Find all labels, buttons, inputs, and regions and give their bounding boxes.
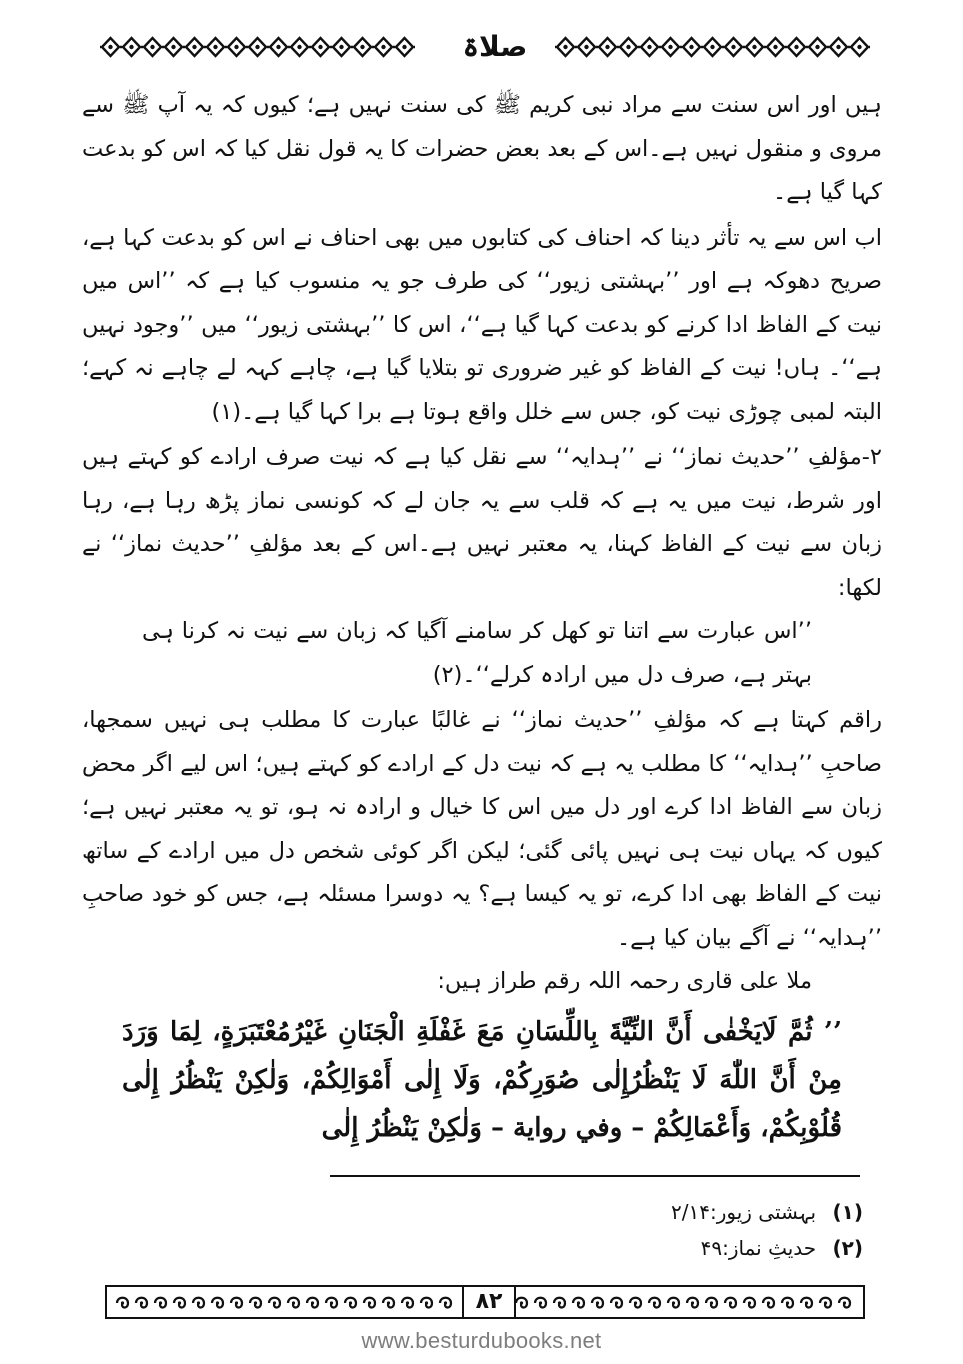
- footnote-divider: [330, 1175, 860, 1177]
- footnote-number: (۱): [832, 1200, 863, 1224]
- footer-ornament-left: [113, 1291, 455, 1315]
- page-body: [82, 84, 882, 1152]
- running-header: [100, 26, 870, 70]
- ornament-border-icon: [113, 1291, 455, 1315]
- footnote-1: [363, 1194, 863, 1230]
- ornament-border-icon: [555, 32, 870, 62]
- chapter-title: صلاۃ: [462, 30, 528, 63]
- footnote-text: حدیثِ نماز:۴۹: [700, 1236, 817, 1260]
- paragraph-4: راقم کہتا ہے کہ مؤلفِ ’’حدیث نماز‘‘ نے غالبًا عبارت کا مطلب ہی نہیں سمجھا، صاحبِ ’’ہدایہ‘‘ کا مطلب یہ ہے کہ نیت دل کے ارادے کو کہتے ہیں؛ اس لیے اگر محض زبان سے الفاظ ادا کرے اور دل میں اس کا خیال و ارادہ نہ ہو، تو یہ معتبر نہیں ہے؛ کیوں کہ یہاں نیت ہی نہیں پائی گئی؛ لیکن اگر کوئی شخص دل میں ارادے کے ساتھ نیت کے الفاظ بھی ادا کرے، تو یہ کیسا ہے؟ یہ دوسرا مسئلہ ہے، جس کو خود صاحبِ ’’ہدایہ‘‘ نے آگے بیان کیا ہے۔: [82, 707, 882, 951]
- site-watermark: www.besturdubooks.net: [361, 1328, 602, 1353]
- page-footer: [105, 1285, 865, 1319]
- header-ornament-right: [555, 32, 870, 62]
- paragraph-2: اب اس سے یہ تأثر دینا کہ احناف کی کتابوں میں بھی احناف نے اس کو بدعت کہا ہے، صریح دھوکہ ہے اور ’’بہشتی زیور‘‘ کی طرف جو یہ منسوب کیا ہے کہ ’’اس میں نیت کے الفاظ ادا کرنے کو بدعت کہا گیا ہے‘‘، اس کا ’’بہشتی زیور‘‘ میں ’’وجود نہیں ہے‘‘۔ ہاں! نیت کے الفاظ کو غیر ضروری تو بتلایا گیا ہے، چاہے کہہ لے چاہے نہ کہے؛ البتہ لمبی چوڑی نیت کو، جس سے خلل واقع ہوتا ہے برا کہا گیا ہے۔(۱): [82, 224, 882, 425]
- paragraph-1: ہیں اور اس سنت سے مراد نبی کریم ﷺ کی سنت نہیں ہے؛ کیوں کہ یہ آپ ﷺ سے مروی و منقول نہیں ہے۔اس کے بعد بعض حضرات کا یہ قول نقل کیا کہ اس کو بدعت کہا گیا ہے۔: [82, 92, 882, 205]
- footnote-2: [363, 1230, 863, 1266]
- block-quote: ’’اس عبارت سے اتنا تو کھل کر سامنے آگیا کہ زبان سے نیت نہ کرنا ہی بہتر ہے، صرف دل میں ارادہ کرلے‘‘۔(۲): [142, 618, 812, 688]
- paragraph-3: ۲-مؤلفِ ’’حدیث نماز‘‘ نے ’’ہدایہ‘‘ سے نقل کیا ہے کہ نیت صرف ارادے کو کہتے ہیں اور شرط، نیت میں یہ ہے کہ قلب سے یہ جان لے کہ کونسی نماز پڑھ رہا ہے، رہا زبان سے نیت کے الفاظ کہنا، یہ معتبر نہیں ہے۔اس کے بعد مؤلفِ ’’حدیث نماز‘‘ نے لکھا:: [82, 444, 882, 601]
- arabic-quotation: ’’ ثُمَّ لَایَخْفٰی أَنَّ النِّیَّةَ بِاللِّسَانِ مَعَ غَفْلَةِ الْجَنَانِ غَیْرُمُعْتَبَرَةٍ، لِمَا وَرَدَ مِنْ أَنَّ اللّٰهَ لَا یَنْظُرُإِلٰی صُوَرِکُمْ، وَلَا إِلٰی أَمْوَالِکُمْ، وَلٰکِنْ یَنْظُرُ إِلٰی قُلُوْبِکُمْ، وَأَعْمَالِکُمْ – وفي روایة – وَلٰکِنْ یَنْظُرُ إِلٰی: [122, 1016, 842, 1143]
- page-number: ۸۲: [462, 1287, 516, 1317]
- footnotes: [363, 1194, 863, 1266]
- footer-ornament-right: [512, 1291, 857, 1315]
- ornament-border-icon: [100, 32, 415, 62]
- header-ornament-left: [100, 32, 415, 62]
- citation-intro: ملا علی قاری رحمہ اللہ رقم طراز ہیں:: [437, 968, 812, 994]
- footnote-text: بہشتی زیور:۲/۱۴: [671, 1200, 817, 1224]
- ornament-border-icon: [512, 1291, 857, 1315]
- footnote-number: (۲): [832, 1236, 863, 1260]
